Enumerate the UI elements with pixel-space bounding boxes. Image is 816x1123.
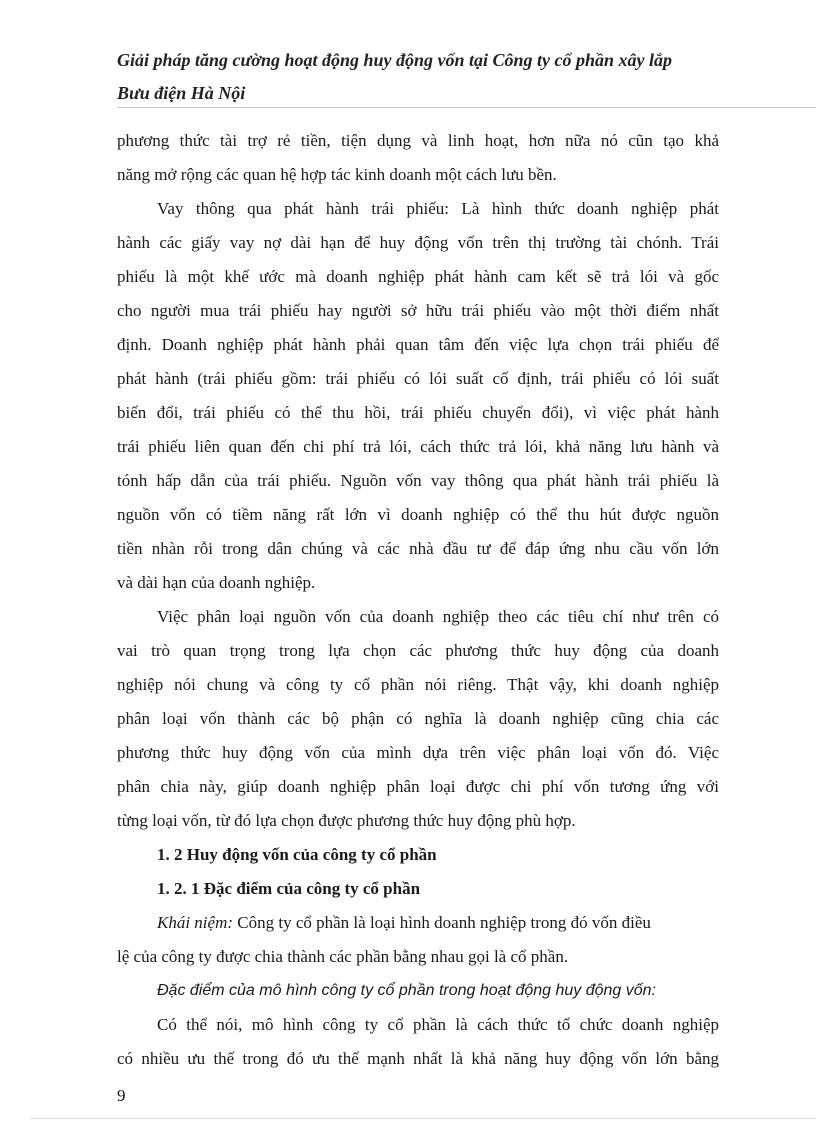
paragraph-line: nguồn vốn có tiềm năng rất lớn vì doanh nghiệp có thể thu hút được nguồn (117, 505, 719, 524)
paragraph-line: Việc phân loại nguồn vốn của doanh nghiệp theo các tiêu chí như trên có (157, 607, 719, 626)
paragraph-line: trái phiếu liên quan đến chi phí trả lói, cách thức trả lói, khả năng lưu hành và (117, 437, 719, 456)
header-divider (117, 107, 816, 108)
definition-label: Khái niệm: (157, 913, 234, 932)
paragraph-line: phát hành (trái phiếu gồm: trái phiếu có lói suất cố định, trái phiếu có lói suất (117, 369, 719, 388)
definition-text: Công ty cổ phần là loại hình doanh nghiệp trong đó vốn điều (233, 913, 651, 932)
running-header (117, 44, 737, 110)
features-heading: Đặc điểm của mô hình công ty cổ phần trong hoạt động huy động vốn: (157, 982, 656, 999)
paragraph-line: phân chia này, giúp doanh nghiệp phân loại được chi phí vốn tương ứng với (117, 777, 719, 796)
paragraph-line: từng loại vốn, từ đó lựa chọn được phương thức huy động phù hợp. (117, 811, 576, 830)
paragraph-line: Có thể nói, mô hình công ty cổ phần là cách thức tổ chức doanh nghiệp (157, 1015, 719, 1034)
paragraph-line: lệ của công ty được chia thành các phần bằng nhau gọi là cổ phần. (117, 947, 569, 966)
paragraph-line: hành các giấy vay nợ dài hạn để huy động vốn trên thị trường tài chónh. Trái (117, 233, 719, 252)
paragraph-line: phiếu là một khế ước mà doanh nghiệp phát hành cam kết sẽ trả lói và gốc (117, 267, 719, 286)
header-title-line-1: Giải pháp tăng cường hoạt động huy động vốn tại Công ty cổ phần xây lắp (117, 50, 673, 70)
paragraph-line: định. Doanh nghiệp phát hành phải quan tâm đến việc lựa chọn trái phiếu để (117, 335, 719, 354)
section-heading-1-2: 1. 2 Huy động vốn của công ty cổ phần (157, 845, 437, 864)
paragraph-line: phân loại vốn thành các bộ phận có nghĩa là doanh nghiệp cũng chia các (117, 709, 719, 728)
section-heading-1-2-1: 1. 2. 1 Đặc điểm của công ty cổ phần (157, 879, 421, 898)
paragraph-line: biến đổi, trái phiếu có thể thu hồi, trái phiếu chuyển đổi), vì việc phát hành (117, 403, 719, 422)
definition-line (157, 912, 719, 934)
paragraph-line: tónh hấp dẫn của trái phiếu. Nguồn vốn vay thông qua phát hành trái phiếu là (117, 471, 719, 490)
paragraph-line: năng mở rộng các quan hệ hợp tác kinh doanh một cách lưu bền. (117, 165, 557, 184)
paragraph-line: phương thức tài trợ rẻ tiền, tiện dụng và linh hoạt, hơn nữa nó cũn tạo khả (117, 131, 719, 150)
paragraph-line: phương thức huy động vốn của mình dựa trên việc phân loại vốn đó. Việc (117, 743, 719, 762)
footer-divider (30, 1118, 816, 1119)
paragraph-line: nghiệp nói chung và công ty cổ phần nói riêng. Thật vậy, khi doanh nghiệp (117, 675, 719, 694)
paragraph-line: vai trò quan trọng trong lựa chọn các phương thức huy động của doanh (117, 641, 719, 660)
paragraph-line: Vay thông qua phát hành trái phiếu: Là hình thức doanh nghiệp phát (157, 199, 719, 218)
page-number: 9 (117, 1086, 126, 1105)
paragraph-line: có nhiều ưu thế trong đó ưu thế mạnh nhất là khả năng huy động vốn lớn bằng (117, 1049, 719, 1068)
paragraph-line: tiền nhàn rỗi trong dân chúng và các nhà đầu tư để đáp ứng nhu cầu vốn lớn (117, 539, 719, 558)
paragraph-line: và dài hạn của doanh nghiệp. (117, 573, 316, 592)
header-title-line-2: Bưu điện Hà Nội (117, 83, 246, 103)
paragraph-line: cho người mua trái phiếu hay người sở hữu trái phiếu vào một thời điểm nhất (117, 301, 719, 320)
